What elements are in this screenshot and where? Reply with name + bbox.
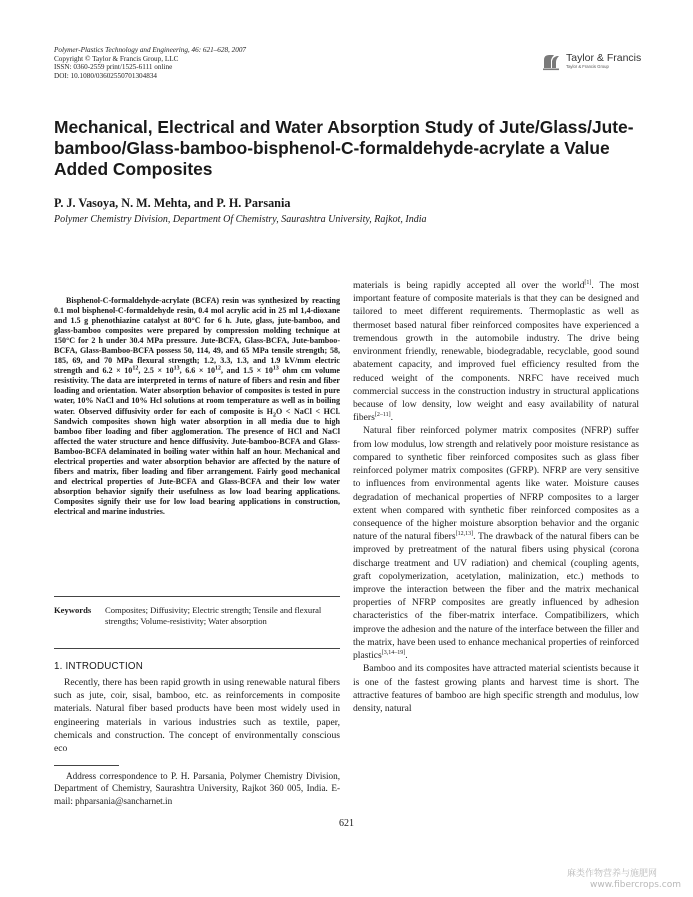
article-title: Mechanical, Electrical and Water Absorption Study of Jute/Glass/Jute-bamboo/Glass-bamboo-bisphenol-C-formaldehyde-acrylate a Value Added Composites	[54, 117, 634, 179]
watermark-url: www.fibercrops.com	[590, 880, 681, 890]
paragraph	[353, 424, 639, 662]
page-number: 621	[339, 818, 354, 829]
paragraph-text: Natural fiber reinforced polymer matrix composites (NFRP) suffer from low modulus, low strength and relatively poor moisture resistance as compared to synthetic fiber reinforced composites such as glass fiber reinforced polymer matrix composites (GFRP). NFRP are very sensitive to influences from environmental agents like water. Moisture causes degradation of mechanical properties of NFRP composites to a larger extent when compared with synthetic fiber reinforced composites as a consequence of the higher moisture absorption behavior and the organic nature of the natural fibers	[353, 425, 639, 543]
publisher-subline: Taylor & Francis Group	[566, 64, 609, 69]
section-heading-introduction: 1. INTRODUCTION	[54, 661, 143, 672]
publisher-logo	[540, 50, 650, 74]
paragraph	[353, 662, 639, 715]
copyright-line: Copyright © Taylor & Francis Group, LLC	[54, 54, 179, 63]
article-authors: P. J. Vasoya, N. M. Mehta, and P. H. Parsania	[54, 196, 291, 210]
footnote-rule	[54, 765, 119, 766]
keywords-label: Keywords	[54, 605, 92, 615]
abstract-text: O < NaCl < HCl. Sandwich composites shown high water absorption in all media due to high bamboo fiber loading and fiber agglomeration. The presence of HCl and NaCl affected the water structure and hence diffusivity. Jute-bamboo-BCFA and Glass-Bamboo-BCFA delaminated in boiling water within half an hour. Mechanical and electrical properties and water absorption behavior are affected by the nature of fibers and matrix, fiber loading and fiber arrangement. Fairly good mechanical and electrical properties of Jute-BCFA and Glass-BCFA and their low water absorption behavior signify their usefulness as low load bearing applications. Composites signify their use for low load bearing applications in construction, electrical and marine industries.	[54, 406, 340, 516]
keywords-bottom-rule	[54, 648, 340, 649]
right-column	[353, 279, 639, 715]
abstract-text: , 6.6 × 10	[179, 366, 215, 376]
correspondence-footnote: Address correspondence to P. H. Parsania, Polymer Chemistry Division, Department of Chemistry, Saurashtra University, Rajkot 360 005, India. E-mail: phparsania@sancharnet.in	[54, 771, 340, 806]
watermark-text: 麻类作物营养与施肥网	[567, 869, 658, 879]
citation: [12,13]	[455, 530, 474, 537]
abstract-text: , and 1.5 × 10	[221, 366, 273, 376]
paragraph	[353, 279, 639, 424]
citation: [2–11]	[374, 412, 391, 418]
keywords-block	[54, 605, 340, 626]
paragraph-text: .	[390, 412, 394, 424]
exponent: 12	[132, 365, 139, 372]
exponent: 13	[173, 365, 180, 372]
paragraph-text: . The drawback of the natural fibers can be improved by pretreatment of the natural fibers using physical (corona discharge treatment and UV radiation) and chemical (coupling agents, graft copolymerization, acetylation, malinization, etc.) methods to improve the interaction between the fiber and the matrix mechanical properties of NFRP composites are greatly influenced by adhesion characteristics of the fiber-matrix interface. Compatibilizers, which improve the adhesion and the nature of the interface between the filler and the matrix, have been used to enhance mechanical properties of reinforced plastics	[353, 531, 639, 662]
exponent: 13	[272, 365, 279, 372]
paragraph-text: materials is being rapidly accepted all over the world	[353, 280, 585, 291]
exponent: 12	[215, 365, 221, 372]
abstract-text: ohm cm volume resistivity. The data are interpreted in terms of nature of fibers and resin and fiber loading and orientation. Water absorption behavior of composites is tested in pure water, 10% NaCl and 10% Hcl solutions at room temperature as well as in boiling water. Observed diffusivity order for each of composite is H	[54, 366, 340, 416]
article-affiliation: Polymer Chemistry Division, Department Of Chemistry, Saurashtra University, Rajkot, India	[54, 214, 427, 225]
issn-line: ISSN: 0360-2559 print/1525-6111 online	[54, 63, 173, 72]
publisher-name: Taylor & Francis	[566, 52, 642, 64]
abstract-text: , 2.5 × 10	[138, 366, 174, 376]
journal-citation: Polymer-Plastics Technology and Engineering, 46: 621–628, 2007	[54, 46, 247, 54]
keywords-text: Composites; Diffusivity; Electric strength; Tensile and flexural strengths; Volume-resistivity; Water absorption	[105, 605, 322, 626]
paragraph-text: Bamboo and its composites have attracted material scientists because it is one of the fastest growing plants and harvest time is short. The attractive features of bamboo are high specific strength and modulus, low density, natural	[353, 663, 639, 714]
paragraph-text: . The most important feature of composite materials is that they can be designed and tailored to meet different requirements. Thermoplastic as well as thermoset based natural fiber reinforced composites have experienced a tremendous growth in the automobile industry. The drive being environment friendly, renewable, biodegradable, recyclable, good sound abatement capacity, and improved fuel efficiency resulted from the reduced weight of the components. NRFC have received much commercial success in the construction industry in structural applications because of low density, low weight and easy availability of natural fibers	[353, 280, 639, 424]
doi-line: DOI: 10.1080/03602550701304834	[54, 71, 158, 80]
journal-header	[54, 46, 414, 80]
taylor-francis-logo-icon	[540, 50, 562, 72]
introduction-paragraph: Recently, there has been rapid growth in using renewable natural fibers such as jute, coir, sisal, bamboo, etc. as reinforcements in composite materials. Natural fiber based products have been most widely used in engineering materials in various industries such as textile, paper, chemicals and construction. The concept of environmentally conscious eco	[54, 677, 340, 755]
keywords-top-rule	[54, 596, 340, 597]
subscript: 2	[272, 412, 276, 419]
citation: [1]	[584, 279, 592, 286]
citation: [3,14–19]	[381, 649, 406, 656]
paragraph-text: .	[405, 650, 408, 662]
abstract-text: Bisphenol-C-formaldehyde-acrylate (BCFA) resin was synthesized by reacting 0.1 mol bisphenol-C-formaldehyde resin, 0.4 mol acrylic acid in 25 ml 1,4-dioxane and 1.5 g phenothiazine catalyst at 80°C for 6 h. Jute, glass, jute-bamboo, and glass-bamboo composites were prepared by compression molding technique at 150°C for 2 h under 30.4 MPa pressure. Jute-BCFA, Glass-BCFA, Jute-bamboo-BCFA, Glass-Bamboo-BCFA possess 50, 114, 49, and 65 MPa tensile strength; 58, 185, 69, and 70 MPa flexural strength; 1.2, 3.3, 1.3, and 1.9 kV/mm electric strength and 6.2 × 10	[54, 296, 340, 376]
abstract	[54, 296, 340, 517]
